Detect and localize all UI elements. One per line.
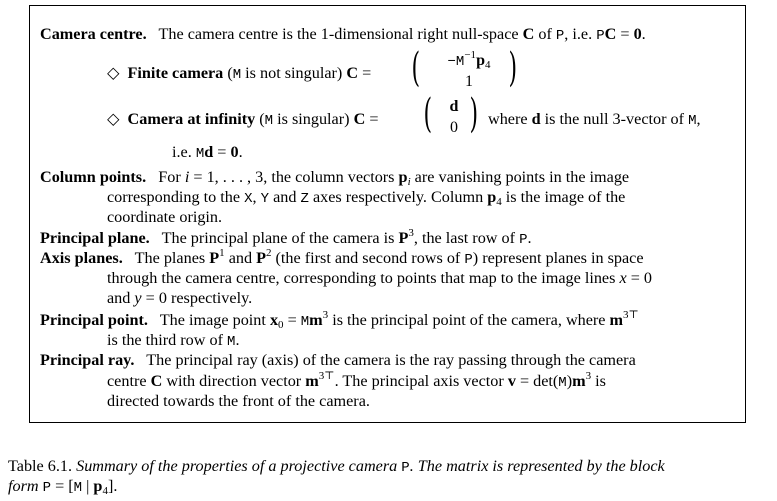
cp-x: X bbox=[244, 191, 253, 207]
cp-l2a: corresponding to the bbox=[107, 188, 245, 206]
infinity-camera-row bbox=[107, 109, 378, 131]
pr-l2a: centre bbox=[107, 372, 151, 390]
cp-z: Z bbox=[300, 191, 309, 207]
column-points-row1 bbox=[40, 167, 629, 187]
camera-matrix-symbol-2: P bbox=[596, 28, 605, 44]
finite-top-inverse: −1 bbox=[464, 49, 477, 61]
cp-l2b: , bbox=[252, 188, 261, 206]
ap-s2: 2 bbox=[266, 247, 272, 259]
matrix-m-symbol: M bbox=[232, 67, 242, 83]
principal-ray-heading: Principal ray. bbox=[40, 351, 135, 369]
diamond-bullet-icon: ◇ bbox=[107, 64, 120, 82]
infinity-zero: 0 bbox=[230, 143, 239, 161]
pr-m: m bbox=[305, 372, 319, 390]
ppt-l2a: is the third row of bbox=[107, 331, 228, 349]
pp-c: . bbox=[527, 229, 532, 247]
infinity-comma: , bbox=[696, 110, 701, 128]
ppt-m2s: 3⊤ bbox=[623, 309, 639, 321]
camera-centre-symbol-2: C bbox=[604, 25, 617, 43]
pr-ms: 3⊤ bbox=[318, 370, 335, 382]
principal-point-heading: Principal point. bbox=[40, 311, 148, 329]
pp-a: The principal plane of the camera is bbox=[161, 229, 399, 247]
cp-y: Y bbox=[260, 191, 270, 207]
infinity-vector-top: d bbox=[449, 98, 459, 115]
pp-Pm: P bbox=[519, 232, 528, 248]
finite-top-p: p bbox=[476, 52, 485, 69]
ap-b: and bbox=[224, 249, 257, 267]
caption-l2b: = [ bbox=[51, 477, 74, 495]
ppt-a: The image point bbox=[159, 311, 270, 329]
axis-planes-row3 bbox=[107, 288, 252, 308]
pr-l2b: with direction vector bbox=[162, 372, 306, 390]
ppt-l2b: . bbox=[235, 331, 240, 349]
column-points-heading: Column points. bbox=[40, 168, 147, 186]
infinity-camera-title: Camera at infinity bbox=[127, 110, 256, 128]
ppt-m2: m bbox=[609, 311, 624, 329]
caption-p: p bbox=[93, 477, 103, 495]
column-points-row2 bbox=[107, 187, 625, 209]
infinity-vector-bottom: 0 bbox=[450, 119, 458, 136]
finite-equals: = bbox=[358, 64, 372, 82]
pr-m2: m bbox=[572, 372, 586, 390]
column-points-row3: coordinate origin. bbox=[107, 208, 223, 226]
cp-i: i bbox=[184, 168, 190, 186]
camera-centre-text: The camera centre is the 1-dimensional right null-space bbox=[158, 25, 523, 43]
cp-l2c: and bbox=[269, 188, 301, 206]
principal-point-row1 bbox=[40, 310, 639, 332]
infinity-end: . bbox=[238, 143, 243, 161]
pr-l2f: is bbox=[591, 372, 606, 390]
infinity-paren: ( bbox=[255, 110, 265, 128]
infinity-equals: = bbox=[365, 110, 379, 128]
matrix-m-symbol-2: M bbox=[264, 113, 274, 129]
equals-sign: = bbox=[616, 25, 634, 43]
finite-vector-top bbox=[434, 49, 504, 71]
caption-l2d: ]. bbox=[107, 477, 118, 495]
cp-p: p bbox=[398, 168, 408, 186]
table-caption-line1 bbox=[8, 456, 665, 478]
caption-text2: . The matrix is represented by the block bbox=[409, 457, 665, 475]
ppt-M: M bbox=[300, 314, 310, 330]
ppt-m: m bbox=[309, 311, 323, 329]
infinity-ie-row bbox=[172, 142, 243, 164]
camera-centre-row bbox=[40, 24, 646, 46]
infinity-m: M bbox=[688, 113, 697, 129]
principal-point-row2 bbox=[107, 330, 240, 352]
infinity-c-symbol: C bbox=[353, 110, 366, 128]
cp-text-a: For bbox=[158, 168, 185, 186]
ppt-x: x bbox=[269, 311, 279, 329]
infinity-left-paren: ( bbox=[423, 91, 433, 137]
pp-P: P bbox=[398, 229, 409, 247]
pr-l2c: . The principal axis vector bbox=[334, 372, 508, 390]
principal-ray-row2 bbox=[107, 371, 606, 393]
principal-plane-row bbox=[40, 228, 532, 250]
infinity-condition: is singular) bbox=[273, 110, 354, 128]
ppt-b: = bbox=[283, 311, 301, 329]
finite-paren: ( bbox=[223, 64, 233, 82]
caption-P: P bbox=[401, 460, 410, 476]
finite-c-symbol: C bbox=[346, 64, 359, 82]
ap-d: ) represent planes in space bbox=[472, 249, 644, 267]
caption-l2c: | bbox=[82, 477, 94, 495]
axis-planes-heading: Axis planes. bbox=[40, 249, 123, 267]
finite-vector-bottom: 1 bbox=[465, 73, 473, 90]
cp-p4sub: 4 bbox=[496, 196, 502, 208]
ap-y: y bbox=[134, 289, 142, 307]
camera-matrix-symbol: P bbox=[555, 28, 565, 44]
principal-ray-row3: directed towards the front of the camera. bbox=[107, 392, 370, 410]
ap-l2a: through the camera centre, corresponding to points that map to the image lines bbox=[107, 269, 620, 287]
ap-P2: P bbox=[256, 249, 266, 267]
cp-l2e: is the image of the bbox=[501, 188, 626, 206]
caption-label: Table 6.1. bbox=[8, 457, 77, 475]
caption-ps: 4 bbox=[102, 485, 108, 497]
finite-top-m: −M bbox=[447, 54, 465, 70]
pr-v: v bbox=[507, 372, 516, 390]
pr-l2e: ) bbox=[566, 372, 573, 390]
table-caption-line2 bbox=[8, 476, 117, 498]
diamond-bullet-icon-2: ◇ bbox=[107, 110, 120, 128]
ap-c: (the first and second rows of bbox=[271, 249, 465, 267]
camera-centre-text-of: of bbox=[534, 25, 556, 43]
caption-M: M bbox=[73, 480, 83, 496]
infinity-eq-2: = bbox=[213, 143, 231, 161]
cp-l2d: axes respectively. Column bbox=[308, 188, 488, 206]
principal-plane-heading: Principal plane. bbox=[40, 229, 150, 247]
ap-Pm: P bbox=[464, 252, 473, 268]
zero-vector: 0 bbox=[633, 25, 642, 43]
finite-camera-title: Finite camera bbox=[127, 64, 224, 82]
ap-x: x bbox=[619, 269, 627, 287]
period: . bbox=[641, 25, 646, 43]
axis-planes-row1 bbox=[40, 248, 644, 270]
infinity-where-text bbox=[488, 109, 701, 131]
finite-condition: is not singular) bbox=[241, 64, 347, 82]
cp-text-c: are vanishing points in the image bbox=[410, 168, 630, 186]
ppt-ms: 3 bbox=[322, 309, 329, 321]
caption-text1: Summary of the properties of a projective camera bbox=[76, 457, 402, 475]
pp-sup: 3 bbox=[408, 227, 414, 239]
pr-l2d: = det( bbox=[515, 372, 559, 390]
pr-C: C bbox=[150, 372, 163, 390]
camera-centre-text-ie: , i.e. bbox=[564, 25, 597, 43]
ap-s1: 1 bbox=[219, 247, 225, 259]
ap-a: The planes bbox=[134, 249, 210, 267]
caption-P2: P bbox=[42, 480, 52, 496]
finite-camera-row bbox=[107, 63, 371, 85]
ppt-c: is the principal point of the camera, where bbox=[328, 311, 610, 329]
pr-M: M bbox=[558, 375, 567, 391]
caption-l2a: form bbox=[8, 477, 43, 495]
ppt-M2: M bbox=[227, 334, 236, 350]
infinity-right-paren: ) bbox=[469, 91, 479, 137]
infinity-d: d bbox=[531, 110, 541, 128]
cp-pi: i bbox=[407, 176, 411, 188]
finite-right-paren: ) bbox=[508, 45, 518, 91]
principal-ray-row1 bbox=[40, 350, 636, 370]
infinity-ie: i.e. bbox=[172, 143, 196, 161]
infinity-d-2: d bbox=[204, 143, 214, 161]
ap-l3b: = 0 respectively. bbox=[141, 289, 253, 307]
cp-text-b: = 1, . . . , 3, the column vectors bbox=[189, 168, 399, 186]
finite-top-sub: 4 bbox=[484, 59, 491, 71]
infinity-m-2: M bbox=[195, 146, 205, 162]
ap-P1: P bbox=[209, 249, 220, 267]
finite-left-paren: ( bbox=[411, 45, 421, 91]
infinity-where: where bbox=[488, 110, 532, 128]
pp-b: , the last row of bbox=[413, 229, 520, 247]
axis-planes-row2 bbox=[107, 268, 652, 288]
ap-l3a: and bbox=[107, 289, 135, 307]
cp-p4: p bbox=[487, 188, 497, 206]
camera-centre-heading: Camera centre. bbox=[40, 25, 147, 43]
ppt-xs: 0 bbox=[278, 319, 284, 331]
pr-m2s: 3 bbox=[585, 370, 592, 382]
pr-a: The principal ray (axis) of the camera is the ray passing through the camera bbox=[146, 351, 636, 369]
ap-l2b: = 0 bbox=[626, 269, 652, 287]
camera-centre-symbol: C bbox=[522, 25, 535, 43]
infinity-null-text: is the null 3-vector of bbox=[540, 110, 689, 128]
